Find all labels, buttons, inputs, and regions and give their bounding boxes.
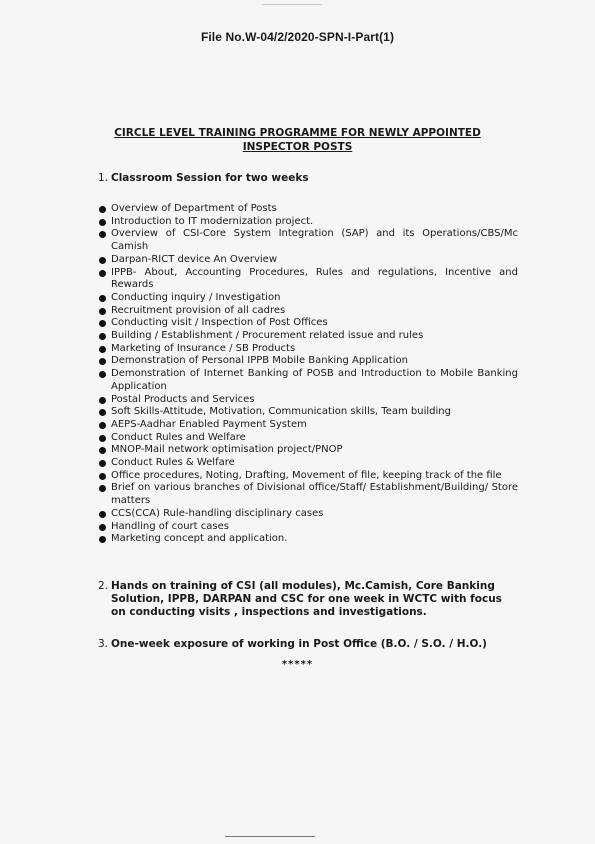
bullet-icon (99, 295, 106, 302)
topic-text: Introduction to IT modernization project. (111, 215, 314, 227)
topic-text: Soft Skills-Attitude, Motivation, Communication skills, Team building (111, 406, 451, 418)
section-number: 3. (98, 638, 109, 650)
section-title: Classroom Session for two weeks (111, 172, 309, 184)
topic-text: Building / Establishment / Procurement related issue and rules (111, 330, 424, 342)
bullet-icon (99, 320, 106, 327)
heading-line-2: INSPECTOR POSTS (242, 141, 353, 153)
topic-item (99, 470, 518, 483)
bullet-icon (99, 422, 106, 429)
bullet-icon (99, 460, 106, 467)
topic-item (99, 533, 518, 546)
topic-text: Demonstration of Internet Banking of POSB and Introduction to Mobile Banking Application (111, 368, 518, 392)
topic-item (99, 216, 518, 229)
topic-text: AEPS-Aadhar Enabled Payment System (111, 418, 307, 430)
bullet-icon (99, 524, 106, 531)
topic-item (99, 355, 518, 368)
bullet-icon (99, 333, 106, 340)
topic-item (99, 368, 518, 393)
topic-item (99, 432, 518, 445)
topic-text: Recruitment provision of all cadres (111, 304, 286, 316)
topic-item (99, 482, 518, 507)
bullet-icon (99, 473, 106, 480)
topic-item (99, 317, 518, 330)
bullet-icon (99, 371, 106, 378)
topic-list (99, 203, 518, 546)
section-title: One-week exposure of working in Post Office (B.O. / S.O. / H.O.) (111, 638, 487, 650)
topic-text: Office procedures, Noting, Drafting, Movement of file, keeping track of the file (111, 469, 502, 481)
bullet-icon (99, 231, 106, 238)
topic-text: Handling of court cases (111, 520, 229, 532)
topic-text: CCS(CCA) Rule-handling disciplinary cases (111, 507, 324, 519)
topic-text: IPPB- About, Accounting Procedures, Rules and regulations, Incentive and Rewards (111, 266, 518, 291)
bullet-icon (99, 346, 106, 353)
topic-text: Conducting visit / Inspection of Post Offices (111, 317, 328, 329)
bullet-icon (99, 270, 106, 277)
topic-text: Conducting inquiry / Investigation (111, 291, 281, 303)
bullet-icon (99, 257, 106, 264)
topic-item (99, 305, 518, 318)
scan-mark (262, 4, 322, 5)
topic-item (99, 406, 518, 419)
topic-item (99, 394, 518, 407)
topic-item (99, 292, 518, 305)
topic-item (99, 508, 518, 521)
topic-text: Conduct Rules & Welfare (111, 457, 235, 469)
document-heading (60, 126, 535, 154)
topic-item (99, 267, 518, 292)
topic-item (99, 444, 518, 457)
topic-text: Conduct Rules and Welfare (111, 431, 246, 443)
end-mark: ***** (281, 659, 314, 670)
bullet-icon (99, 206, 106, 213)
topic-item (99, 330, 518, 343)
bullet-icon (99, 219, 106, 226)
footer-rule (225, 836, 315, 837)
section-number: 2. (98, 580, 109, 592)
topic-item (99, 254, 518, 267)
bullet-icon (99, 397, 106, 404)
topic-item (99, 203, 518, 216)
bullet-icon (99, 435, 106, 442)
topic-text: Marketing concept and application. (111, 533, 288, 545)
topic-text: Brief on various branches of Divisional office/Staff/ Establishment/Building/ Store matters (111, 482, 518, 507)
file-number: File No.W-04/2/2020-SPN-I-Part(1) (200, 30, 395, 44)
topic-text: Darpan-RICT device An Overview (111, 253, 277, 265)
topic-text: Overview of CSI-Core System Integration (SAP) and its Operations/CBS/Mc Camish (111, 228, 518, 253)
topic-item (99, 457, 518, 470)
bullet-icon (99, 511, 106, 518)
bullet-icon (99, 485, 106, 492)
section-title: Hands on training of CSI (all modules), Mc.Camish, Core Banking Solution, IPPB, DARPAN and CSC for one week in WCTC with focus on conducting visits , inspections and investigations. (111, 580, 502, 618)
topic-text: MNOP-Mail network optimisation project/PNOP (111, 444, 343, 456)
section-1 (98, 172, 518, 185)
topic-text: Postal Products and Services (111, 393, 255, 405)
topic-item (99, 419, 518, 432)
topic-text: Demonstration of Personal IPPB Mobile Banking Application (111, 355, 408, 367)
heading-line-1: CIRCLE LEVEL TRAINING PROGRAMME FOR NEWLY APPOINTED (114, 127, 481, 139)
section-number: 1. (98, 172, 109, 184)
topic-item (99, 343, 518, 356)
bullet-icon (99, 358, 106, 365)
bullet-icon (99, 447, 106, 454)
section-2 (98, 580, 518, 619)
topic-text: Overview of Department of Posts (111, 203, 277, 214)
topic-item (99, 228, 518, 253)
bullet-icon (99, 409, 106, 416)
bullet-icon (99, 308, 106, 315)
topic-item (99, 521, 518, 534)
section-3 (98, 638, 518, 651)
topic-text: Marketing of Insurance / SB Products (111, 342, 296, 354)
bullet-icon (99, 536, 106, 543)
